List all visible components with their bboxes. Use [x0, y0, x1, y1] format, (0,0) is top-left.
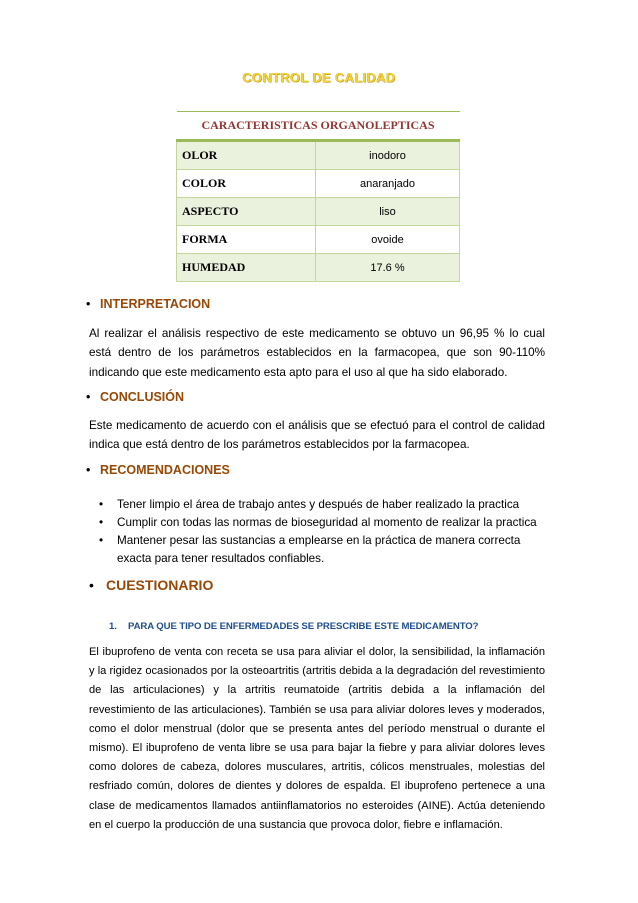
row-label: COLOR — [177, 170, 316, 198]
heading-text: INTERPRETACION — [100, 297, 211, 311]
row-label: HUMEDAD — [177, 254, 316, 282]
section-heading-recomendaciones — [86, 463, 230, 477]
heading-text: CONCLUSIÓN — [100, 390, 185, 404]
table-row — [177, 254, 460, 282]
bullet-icon: • — [99, 498, 104, 511]
heading-text: CUESTIONARIO — [106, 577, 214, 593]
table-row — [177, 198, 460, 226]
heading-text: RECOMENDACIONES — [100, 463, 230, 477]
table-row — [177, 141, 460, 170]
table-header: CARACTERISTICAS ORGANOLEPTICAS — [177, 112, 460, 141]
row-value: liso — [316, 198, 460, 226]
list-item — [99, 532, 547, 568]
organoleptic-table — [176, 111, 460, 282]
list-item — [99, 496, 547, 514]
table-row — [177, 170, 460, 198]
row-value: 17.6 % — [316, 254, 460, 282]
item-text: Tener limpio el área de trabajo antes y después de haber realizado la practica — [117, 498, 520, 511]
table-row — [177, 226, 460, 254]
question-text: PARA QUE TIPO DE ENFERMEDADES SE PRESCRIBE ESTE MEDICAMENTO? — [128, 621, 479, 632]
section-heading-interpretacion — [86, 297, 211, 311]
bullet-icon: • — [86, 390, 91, 404]
bullet-icon: • — [99, 516, 104, 529]
answer-paragraph: El ibuprofeno de venta con receta se usa para aliviar el dolor, la sensibilidad, la inflamación y la rigidez ocasionados por la osteoartritis (artritis debida a la degradación del revestimiento de las articulaciones) y la artritis reumatoide (artritis debida a la inflamación del revestimiento de las articulaciones). También se usa para aliviar dolores leves y moderados, como el dolor menstrual (dolor que se presenta antes del período menstrual o durante el mismo). El ibuprofeno de venta libre se usa para bajar la fiebre y para aliviar dolores leves como dolores de cabeza, dolores musculares, artritis, cólicos menstruales, molestias del resfriado común, dolores de dientes y dolores de espalda. El ibuprofeno pertenece a una clase de medicamentos llamados antiinflamatorios no esteroides (AINE). Actúa deteniendo en el cuerpo la producción de una sustancia que provoca dolor, fiebre e inflamación. — [89, 646, 545, 831]
row-value: ovoide — [316, 226, 460, 254]
list-item — [99, 514, 547, 532]
bullet-icon: • — [99, 534, 104, 547]
row-label: FORMA — [177, 226, 316, 254]
section-heading-conclusion — [86, 390, 185, 404]
interpretacion-paragraph: Al realizar el análisis respectivo de este medicamento se obtuvo un 96,95 % lo cual está dentro de los parámetros establecidos en la farmacopea, que son 90-110% indicando que este medicamento esta apto para el uso al que ha sido elaborado. — [89, 327, 545, 379]
row-value: anaranjado — [316, 170, 460, 198]
bullet-icon: • — [86, 463, 91, 477]
item-text: Mantener pesar las sustancias a emplearse en la práctica de manera correcta exacta para tener resultados confiables. — [117, 534, 521, 565]
bullet-icon: • — [86, 297, 91, 311]
row-label: ASPECTO — [177, 198, 316, 226]
bullet-icon: • — [89, 577, 94, 593]
question-number: 1. — [109, 621, 117, 632]
section-heading-cuestionario — [89, 577, 214, 593]
row-label: OLOR — [177, 141, 316, 170]
document-title: CONTROL DE CALIDAD — [242, 70, 396, 85]
conclusion-paragraph: Este medicamento de acuerdo con el análisis que se efectuó para el control de calidad indica que está dentro de los parámetros establecidos por la farmacopea. — [89, 419, 545, 452]
item-text: Cumplir con todas las normas de bioseguridad al momento de realizar la practica — [117, 516, 537, 529]
row-value: inodoro — [316, 141, 460, 170]
